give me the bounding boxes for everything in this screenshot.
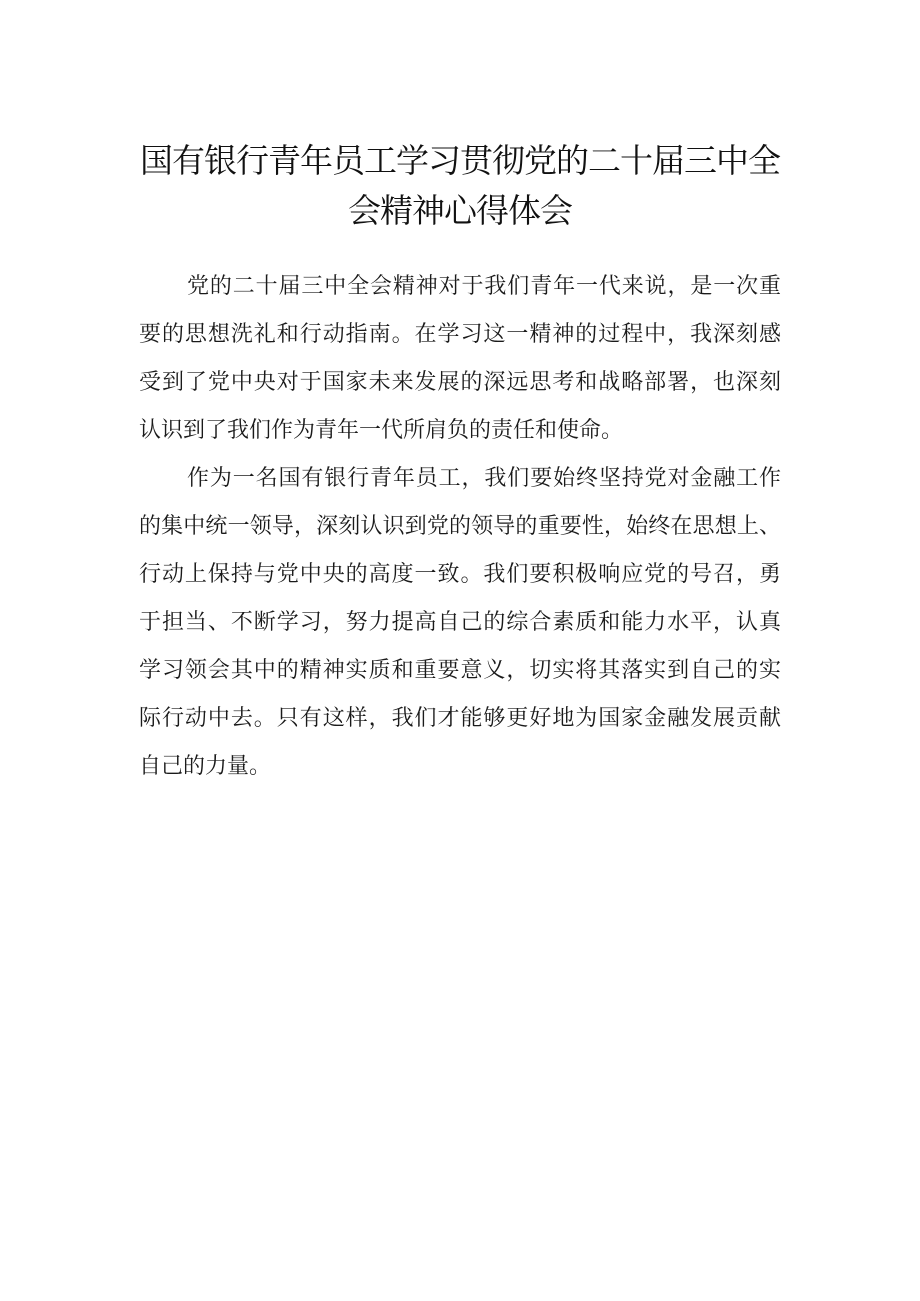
paragraph-line: 学习领会其中的精神实质和重要意义，切实将其落实到自己的实 (139, 658, 781, 683)
paragraph-line: 作为一名国有银行青年员工，我们要始终坚持党对金融工作 (187, 466, 781, 491)
title-line-1: 国有银行青年员工学习贯彻党的二十届三中全 (140, 141, 780, 180)
paragraph-line: 的集中统一领导，深刻认识到党的领导的重要性，始终在思想上、 (139, 514, 781, 539)
paragraph-line: 于担当、不断学习，努力提高自己的综合素质和能力水平，认真 (139, 610, 781, 635)
paragraph-1 (139, 263, 781, 455)
paragraph-line: 际行动中去。只有这样，我们才能够更好地为国家金融发展贡献 (139, 706, 781, 731)
document-body (139, 263, 781, 791)
document-title (120, 136, 800, 236)
paragraph-line: 行动上保持与党中央的高度一致。我们要积极响应党的号召，勇 (139, 562, 781, 587)
paragraph-2 (139, 455, 781, 791)
paragraph-line: 受到了党中央对于国家未来发展的深远思考和战略部署，也深刻 (139, 370, 781, 395)
title-line-2: 会精神心得体会 (348, 191, 572, 230)
paragraph-line: 党的二十届三中全会精神对于我们青年一代来说，是一次重 (187, 274, 781, 299)
paragraph-line: 自己的力量。 (139, 754, 272, 779)
paragraph-line: 认识到了我们作为青年一代所肩负的责任和使命。 (139, 418, 624, 443)
paragraph-line: 要的思想洗礼和行动指南。在学习这一精神的过程中，我深刻感 (139, 322, 781, 347)
